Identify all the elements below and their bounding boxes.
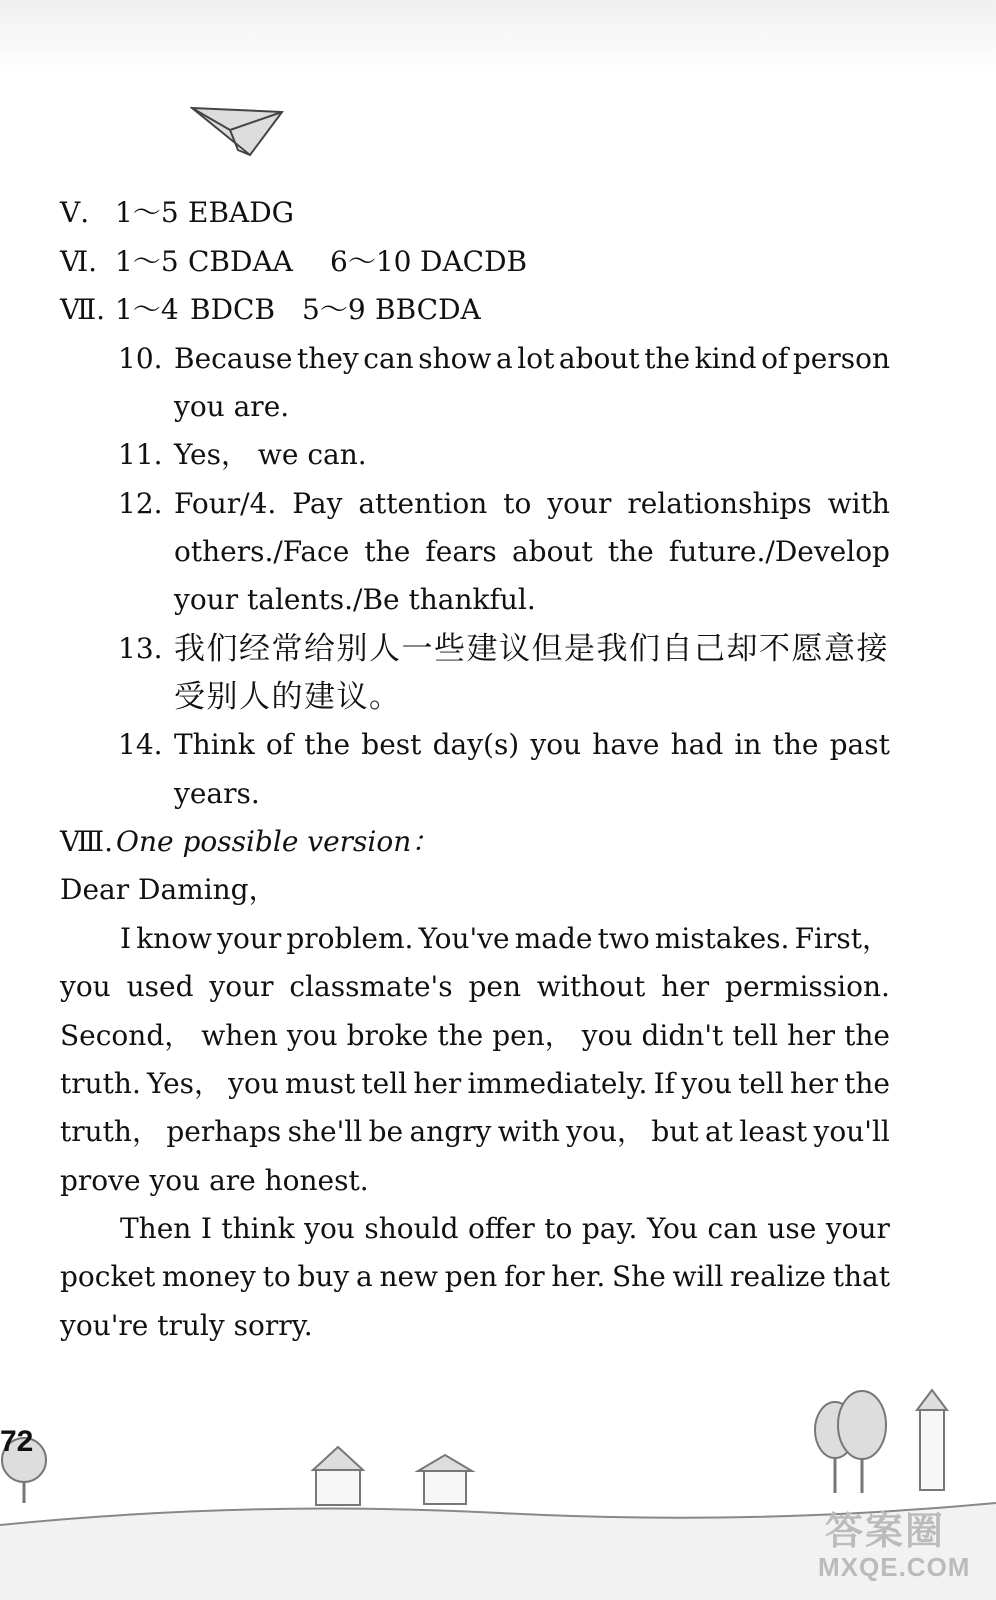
- word: about: [511, 535, 593, 568]
- paragraph-text: [60, 1112, 890, 1152]
- word: to: [262, 1260, 291, 1293]
- answer-line: you are.: [174, 390, 290, 423]
- word: you: [286, 1019, 338, 1052]
- word: her.: [551, 1260, 606, 1293]
- word: they: [297, 342, 359, 375]
- answer-line: [174, 484, 890, 524]
- word: can: [707, 1212, 758, 1245]
- question-number: 12.: [118, 487, 163, 520]
- word: didn't: [641, 1019, 724, 1052]
- word: the: [644, 342, 691, 375]
- paragraph-text: [120, 1209, 890, 1249]
- word: least: [739, 1115, 808, 1148]
- top-decoration: [0, 0, 996, 70]
- word: Then: [120, 1212, 192, 1245]
- word: that: [832, 1260, 890, 1293]
- word: two: [597, 922, 650, 955]
- word: can: [363, 342, 414, 375]
- question-number: 13.: [118, 632, 163, 665]
- word: her: [789, 1067, 838, 1100]
- word: immediately.: [467, 1067, 648, 1100]
- word: the: [364, 535, 411, 568]
- answer-line: 我们经常给别人一些建议但是我们自己却不愿意接: [174, 631, 889, 667]
- word: show: [418, 342, 492, 375]
- answer-line: your talents./Be thankful.: [174, 583, 536, 616]
- answer-line: Yes， we can.: [174, 438, 367, 471]
- word: I: [200, 1212, 212, 1245]
- word: made: [514, 922, 593, 955]
- page-number: 72: [0, 1425, 34, 1458]
- watermark-url: MXQE.COM: [818, 1552, 971, 1582]
- word: you: [60, 970, 111, 1003]
- word: future./Develop: [668, 535, 890, 568]
- word: classmate's: [289, 970, 453, 1003]
- word: money: [162, 1260, 256, 1293]
- range-label: 1～4: [115, 293, 179, 326]
- word: tell: [732, 1019, 779, 1052]
- question-number: 14.: [118, 728, 163, 761]
- word: permission.: [725, 970, 890, 1003]
- word: First，: [794, 922, 890, 955]
- word: about: [558, 342, 640, 375]
- section-numeral: Ⅵ.: [60, 245, 98, 278]
- word: for: [504, 1260, 545, 1293]
- word: know: [136, 922, 213, 955]
- word: a: [496, 342, 513, 375]
- word: in: [734, 728, 762, 761]
- word: buy: [297, 1260, 350, 1293]
- word: broke: [346, 1019, 429, 1052]
- version-label: One possible version：: [116, 825, 440, 858]
- word: you: [581, 1019, 633, 1052]
- word: to: [544, 1212, 573, 1245]
- answer-letters: CBDAA: [188, 245, 293, 278]
- paragraph-text: [60, 1257, 890, 1297]
- word: your: [217, 922, 282, 955]
- word: pay.: [581, 1212, 638, 1245]
- answer-letters: BBCDA: [375, 293, 481, 326]
- word: you: [681, 1067, 732, 1100]
- range-label: 6～10: [330, 245, 412, 278]
- word: If: [653, 1067, 676, 1100]
- word: tell: [361, 1067, 408, 1100]
- range-label: 5～9: [302, 293, 366, 326]
- word: your: [825, 1212, 890, 1245]
- word: problem.: [286, 922, 414, 955]
- word: the: [844, 1067, 890, 1100]
- word: mistakes.: [654, 922, 790, 955]
- word: of: [265, 728, 294, 761]
- word: She: [611, 1260, 666, 1293]
- word: when: [201, 1019, 278, 1052]
- word: with: [827, 487, 890, 520]
- answer-line: [174, 532, 890, 572]
- word: Because: [174, 342, 293, 375]
- word: new: [379, 1260, 439, 1293]
- word: Pay: [292, 487, 343, 520]
- word: her: [787, 1019, 836, 1052]
- word: had: [670, 728, 724, 761]
- word: you: [304, 1212, 355, 1245]
- word: your: [547, 487, 612, 520]
- word: used: [126, 970, 194, 1003]
- word: pen: [468, 970, 522, 1003]
- word: Think: [174, 728, 255, 761]
- word: with: [497, 1115, 560, 1148]
- word: a: [356, 1260, 373, 1293]
- answer-line: 受别人的建议。: [174, 679, 402, 715]
- word: to: [503, 487, 532, 520]
- word: person: [792, 342, 890, 375]
- word: the: [844, 1019, 890, 1052]
- word: Yes，: [147, 1067, 223, 1100]
- word: at: [704, 1115, 733, 1148]
- word: be: [368, 1115, 404, 1148]
- watermark-text: 答案圈: [825, 1511, 946, 1553]
- word: the: [772, 728, 819, 761]
- range-label: 1～5: [115, 245, 179, 278]
- word: must: [285, 1067, 356, 1100]
- answer-line: years.: [174, 777, 260, 810]
- paragraph-text: [60, 1016, 890, 1056]
- watermark: [790, 1500, 990, 1600]
- answer-line: [174, 339, 890, 379]
- paragraph-text: [60, 967, 890, 1007]
- word: angry: [409, 1115, 492, 1148]
- word: she'll: [287, 1115, 363, 1148]
- word: day(s): [432, 728, 520, 761]
- word: the: [607, 535, 654, 568]
- paragraph-text: you're truly sorry.: [60, 1309, 313, 1342]
- word: You've: [418, 922, 510, 955]
- word: lot: [517, 342, 555, 375]
- answer-letters: EBADG: [188, 196, 295, 229]
- word: the: [304, 728, 351, 761]
- word: you: [228, 1067, 279, 1100]
- word: your: [209, 970, 274, 1003]
- word: perhaps: [166, 1115, 282, 1148]
- word: realize: [730, 1260, 827, 1293]
- word: fears: [425, 535, 497, 568]
- word: her: [661, 970, 710, 1003]
- question-number: 11.: [118, 438, 163, 471]
- word: have: [592, 728, 660, 761]
- section-numeral: Ⅶ.: [60, 293, 106, 326]
- word: attention: [358, 487, 488, 520]
- word: without: [536, 970, 646, 1003]
- paragraph-text: [60, 1064, 890, 1104]
- word: her: [413, 1067, 462, 1100]
- section-numeral: Ⅷ.: [60, 825, 114, 858]
- word: kind: [694, 342, 757, 375]
- answer-line: [174, 725, 890, 765]
- question-number: 10.: [118, 342, 163, 375]
- word: relationships: [627, 487, 812, 520]
- word: you，: [566, 1115, 646, 1148]
- word: but: [651, 1115, 699, 1148]
- word: you'll: [813, 1115, 890, 1148]
- word: pocket: [60, 1260, 156, 1293]
- word: truth.: [60, 1067, 141, 1100]
- word: the: [437, 1019, 484, 1052]
- paragraph-text: prove you are honest.: [60, 1164, 369, 1197]
- answer-letters: DACDB: [420, 245, 528, 278]
- word: others./Face: [174, 535, 350, 568]
- word: use: [767, 1212, 817, 1245]
- word: tell: [738, 1067, 784, 1100]
- answer-letters: BDCB: [190, 293, 276, 326]
- word: should: [364, 1212, 459, 1245]
- word: You: [646, 1212, 698, 1245]
- word: think: [221, 1212, 295, 1245]
- word: offer: [468, 1212, 535, 1245]
- word: you: [530, 728, 582, 761]
- word: Four/4.: [174, 487, 277, 520]
- word: pen: [444, 1260, 498, 1293]
- word: of: [761, 342, 789, 375]
- paper-plane-icon: [190, 100, 285, 160]
- word: best: [361, 728, 422, 761]
- range-label: 1～5: [115, 196, 179, 229]
- word: truth，: [60, 1115, 160, 1148]
- word: will: [672, 1260, 724, 1293]
- word: pen，: [492, 1019, 573, 1052]
- word: past: [829, 728, 890, 761]
- word: Second，: [60, 1019, 193, 1052]
- word: I: [120, 922, 132, 955]
- section-numeral: Ⅴ.: [60, 196, 90, 229]
- paragraph-text: [120, 919, 890, 959]
- salutation-text: Dear Daming，: [60, 873, 277, 906]
